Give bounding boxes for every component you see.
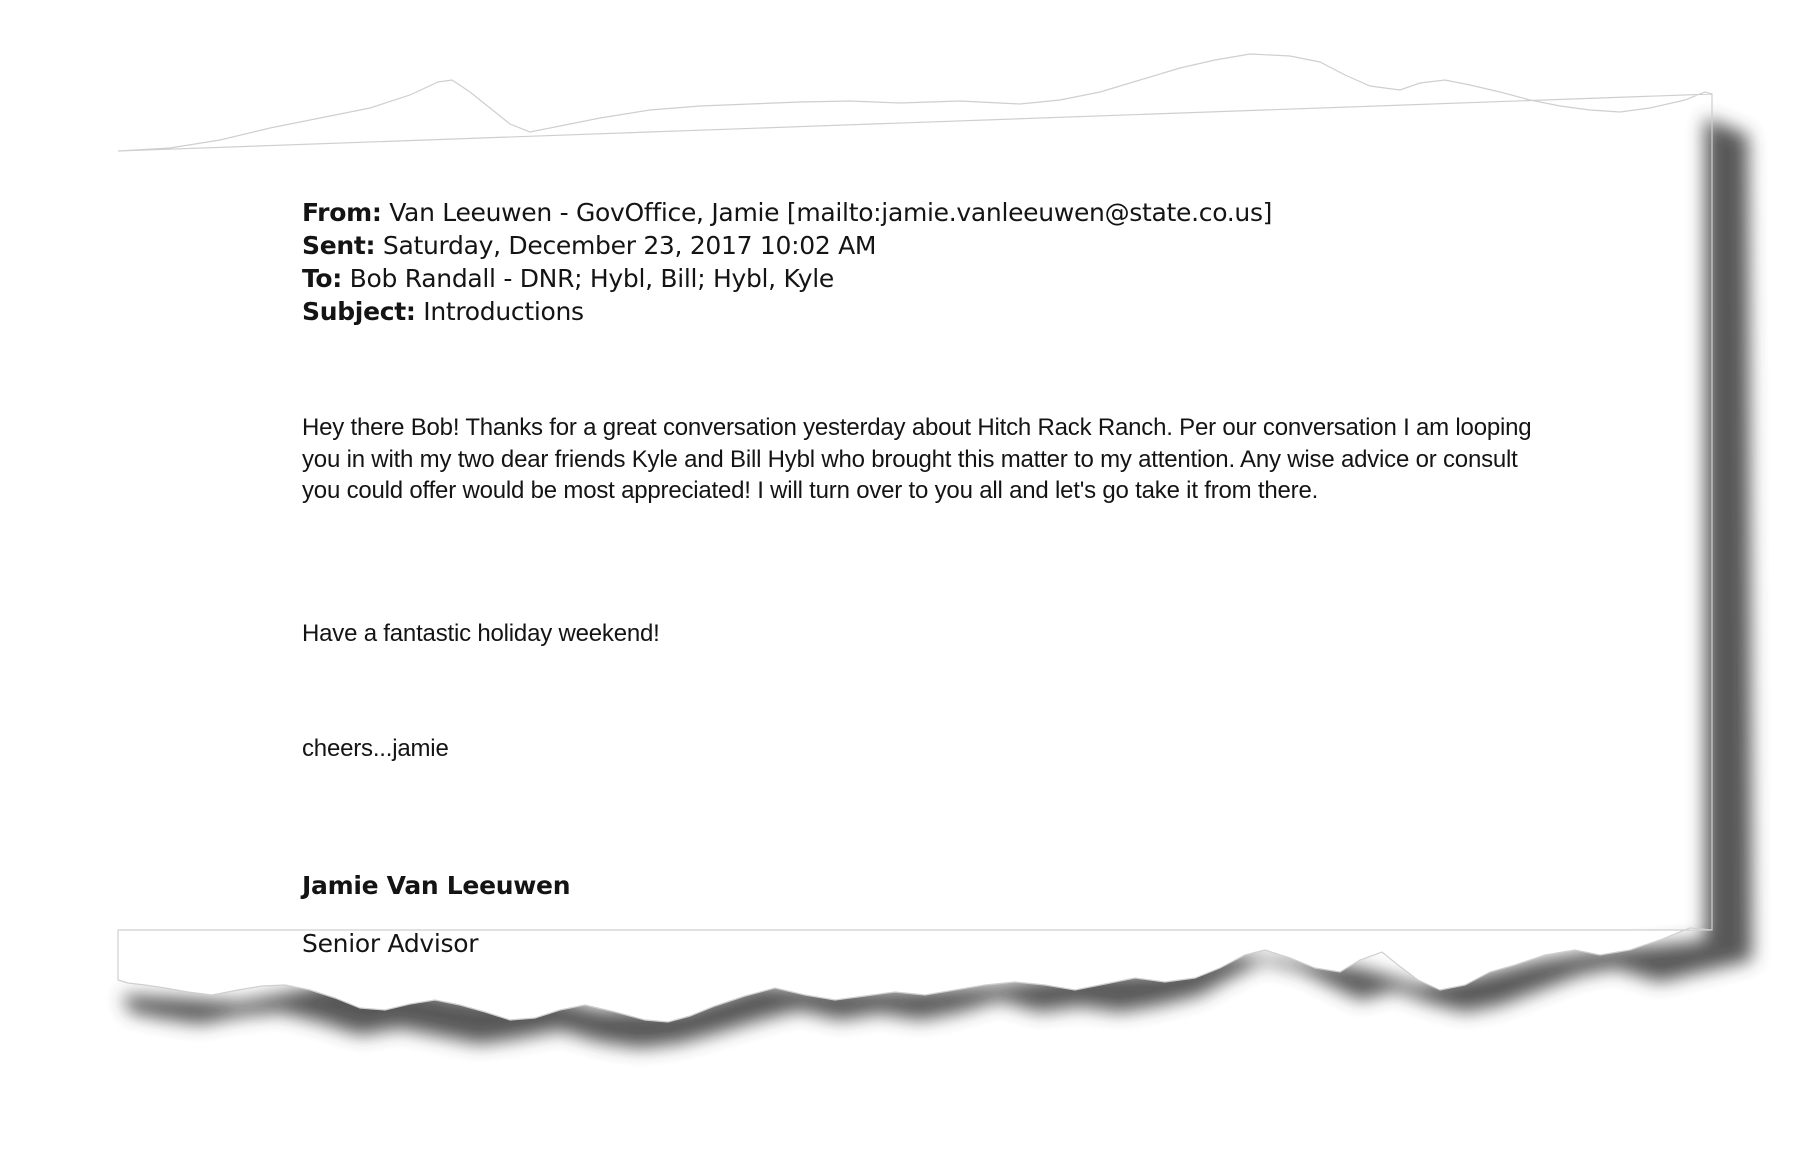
email-printout <box>302 196 1542 958</box>
header-to-value: Bob Randall - DNR; Hybl, Bill; Hybl, Kyle <box>349 264 834 293</box>
signature-title: Senior Advisor <box>302 929 479 958</box>
header-to <box>302 262 1542 295</box>
email-body-paragraph-2: Have a fantastic holiday weekend! <box>302 620 660 647</box>
header-sent <box>302 229 1542 262</box>
header-subject <box>302 295 1542 328</box>
signature-name: Jamie Van Leeuwen <box>302 871 571 900</box>
header-sent-value: Saturday, December 23, 2017 10:02 AM <box>382 231 877 260</box>
email-body-signoff: cheers...jamie <box>302 735 449 762</box>
header-subject-label: Subject: <box>302 297 416 326</box>
header-subject-value: Introductions <box>423 297 584 326</box>
header-from <box>302 196 1542 229</box>
email-body-paragraph-1: Hey there Bob! Thanks for a great conversation yesterday about Hitch Rack Ranch. Per our conversation I am looping you in with my two dear friends Kyle and Bill Hybl who brought this matter to my attention. Any wise advice or consult you could offer would be most appreciated! I will turn over to you all and let's go take it from there. <box>302 414 1532 504</box>
header-from-value: Van Leeuwen - GovOffice, Jamie [mailto:jamie.vanleeuwen@state.co.us] <box>389 198 1273 227</box>
header-to-label: To: <box>302 264 343 293</box>
header-from-label: From: <box>302 198 382 227</box>
email-headers <box>302 196 1542 328</box>
header-sent-label: Sent: <box>302 231 376 260</box>
